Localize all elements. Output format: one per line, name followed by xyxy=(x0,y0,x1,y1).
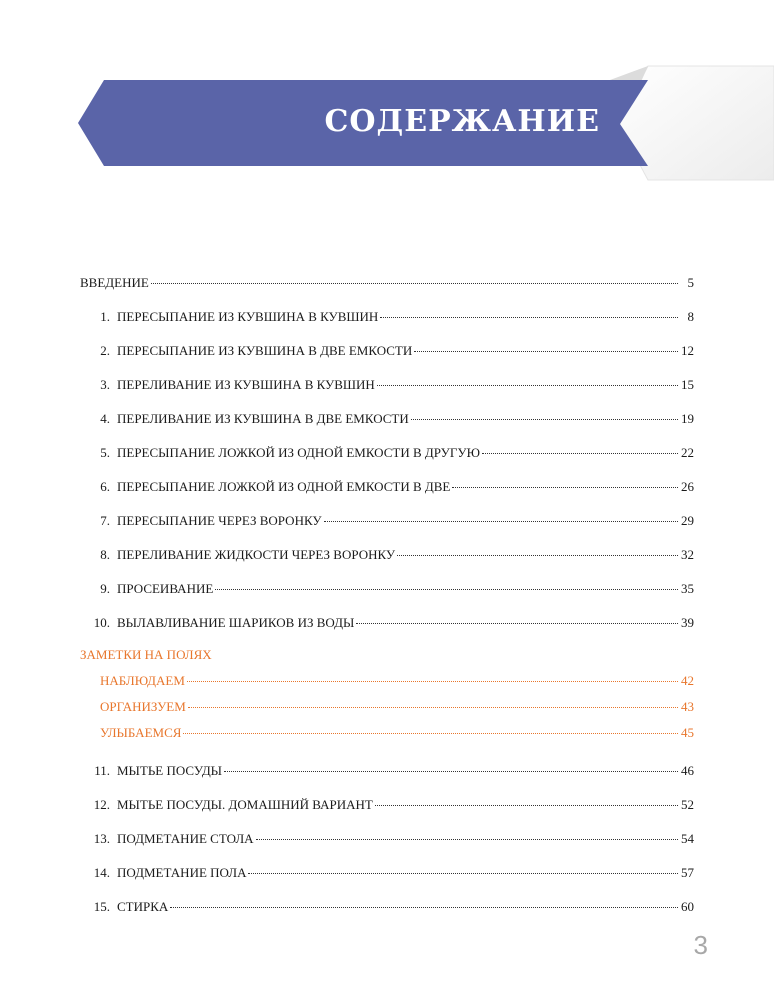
toc-entry-number: 3. xyxy=(100,377,110,392)
toc-entry-page: 46 xyxy=(681,763,694,778)
dot-leader xyxy=(356,623,678,624)
toc-entry-number: 4. xyxy=(100,411,110,426)
toc-entry-title: МЫТЬЕ ПОСУДЫ. ДОМАШНИЙ ВАРИАНТ xyxy=(117,797,373,812)
toc-entry-title: ПОДМЕТАНИЕ ПОЛА xyxy=(117,865,247,880)
page-number: 3 xyxy=(693,930,708,960)
toc-entry-number: 1. xyxy=(100,309,110,324)
toc-entry-intro[interactable] xyxy=(80,266,694,300)
toc-entry-page: 15 xyxy=(681,377,694,392)
toc-entry[interactable] xyxy=(80,890,694,924)
dot-leader xyxy=(151,283,678,284)
toc-entry-number: 8. xyxy=(100,547,110,562)
toc-entry-number: 6. xyxy=(100,479,110,494)
dot-leader xyxy=(397,555,678,556)
toc-entry-page: 52 xyxy=(681,797,694,812)
toc-entry-page: 39 xyxy=(681,615,694,630)
toc-entry-title: ПОДМЕТАНИЕ СТОЛА xyxy=(117,831,254,846)
notes-section-heading[interactable]: ЗАМЕТКИ НА ПОЛЯХ xyxy=(80,647,212,662)
toc-entry-page: 54 xyxy=(681,831,694,846)
dot-leader xyxy=(324,521,678,522)
dot-leader xyxy=(452,487,678,488)
toc-entry-title: ПЕРЕСЫПАНИЕ ЛОЖКОЙ ИЗ ОДНОЙ ЕМКОСТИ В ДВЕ xyxy=(117,479,451,494)
section-spacer xyxy=(80,746,694,754)
toc-entry-title: ПЕРЕСЫПАНИЕ ИЗ КУВШИНА В КУВШИН xyxy=(117,309,379,324)
toc-entry-title: ВВЕДЕНИЕ xyxy=(80,275,149,290)
title-banner xyxy=(0,62,774,192)
dot-leader xyxy=(375,805,678,806)
toc-subentry[interactable] xyxy=(80,668,694,694)
dot-leader xyxy=(482,453,678,454)
toc-entry[interactable] xyxy=(80,402,694,436)
toc-entry-page: 8 xyxy=(687,309,694,324)
toc-entry-page: 26 xyxy=(681,479,694,494)
toc-entry-title: ВЫЛАВЛИВАНИЕ ШАРИКОВ ИЗ ВОДЫ xyxy=(117,615,355,630)
toc-entry-page: 45 xyxy=(681,725,694,740)
dot-leader xyxy=(377,385,678,386)
toc-entry[interactable] xyxy=(80,334,694,368)
dot-leader xyxy=(411,419,678,420)
toc-entry[interactable] xyxy=(80,300,694,334)
table-of-contents xyxy=(80,266,694,924)
dot-leader xyxy=(224,771,678,772)
dot-leader xyxy=(187,681,678,682)
toc-entry[interactable] xyxy=(80,788,694,822)
dot-leader xyxy=(183,733,678,734)
dot-leader xyxy=(256,839,678,840)
toc-entry-title: НАБЛЮДАЕМ xyxy=(100,673,185,688)
toc-entry[interactable] xyxy=(80,856,694,890)
page-title: СОДЕРЖАНИЕ xyxy=(324,104,600,139)
toc-entry-title: ПЕРЕСЫПАНИЕ ЧЕРЕЗ ВОРОНКУ xyxy=(117,513,322,528)
toc-entry-title: ПЕРЕЛИВАНИЕ ИЗ КУВШИНА В ДВЕ ЕМКОСТИ xyxy=(117,411,409,426)
toc-entry-title: СТИРКА xyxy=(117,899,169,914)
toc-entry[interactable] xyxy=(80,754,694,788)
toc-entry-page: 5 xyxy=(687,275,694,290)
toc-entry-title: ПЕРЕСЫПАНИЕ ИЗ КУВШИНА В ДВЕ ЕМКОСТИ xyxy=(117,343,413,358)
toc-entry[interactable] xyxy=(80,572,694,606)
toc-entry-number: 15. xyxy=(93,899,110,914)
toc-entry-page: 19 xyxy=(681,411,694,426)
toc-entry-number: 9. xyxy=(100,581,110,596)
toc-entry-title: ПЕРЕСЫПАНИЕ ЛОЖКОЙ ИЗ ОДНОЙ ЕМКОСТИ В ДРУГУЮ xyxy=(117,445,480,460)
toc-subentry[interactable] xyxy=(80,694,694,720)
dot-leader xyxy=(215,589,678,590)
toc-entry-title: ПЕРЕЛИВАНИЕ ЖИДКОСТИ ЧЕРЕЗ ВОРОНКУ xyxy=(117,547,396,562)
dot-leader xyxy=(380,317,678,318)
toc-entry-number: 2. xyxy=(100,343,110,358)
toc-entry-page: 12 xyxy=(681,343,694,358)
toc-entry-page: 42 xyxy=(681,673,694,688)
toc-entry-number: 10. xyxy=(93,615,110,630)
toc-entry-page: 32 xyxy=(681,547,694,562)
toc-entry[interactable] xyxy=(80,504,694,538)
toc-entry-title: МЫТЬЕ ПОСУДЫ xyxy=(117,763,223,778)
toc-entry-title: ПЕРЕЛИВАНИЕ ИЗ КУВШИНА В КУВШИН xyxy=(117,377,375,392)
toc-subentry[interactable] xyxy=(80,720,694,746)
toc-entry-page: 29 xyxy=(681,513,694,528)
toc-entry[interactable] xyxy=(80,822,694,856)
toc-entry-page: 22 xyxy=(681,445,694,460)
toc-entry[interactable] xyxy=(80,470,694,504)
toc-entry-page: 60 xyxy=(681,899,694,914)
toc-entry-title: ПРОСЕИВАНИЕ xyxy=(117,581,214,596)
toc-entry-number: 14. xyxy=(93,865,110,880)
toc-entry-number: 5. xyxy=(100,445,110,460)
toc-entry-number: 12. xyxy=(93,797,110,812)
toc-entry[interactable] xyxy=(80,368,694,402)
toc-entry[interactable] xyxy=(80,436,694,470)
toc-entry[interactable] xyxy=(80,606,694,640)
dot-leader xyxy=(170,907,678,908)
toc-entry-title: ОРГАНИЗУЕМ xyxy=(100,699,186,714)
toc-entry[interactable] xyxy=(80,538,694,572)
dot-leader xyxy=(414,351,678,352)
toc-entry-page: 43 xyxy=(681,699,694,714)
toc-entry-number: 11. xyxy=(94,763,110,778)
toc-entry-page: 35 xyxy=(681,581,694,596)
toc-entry-title: УЛЫБАЕМСЯ xyxy=(100,725,182,740)
toc-entry-page: 57 xyxy=(681,865,694,880)
dot-leader xyxy=(188,707,678,708)
dot-leader xyxy=(248,873,678,874)
toc-entry-number: 13. xyxy=(93,831,110,846)
toc-entry-number: 7. xyxy=(100,513,110,528)
